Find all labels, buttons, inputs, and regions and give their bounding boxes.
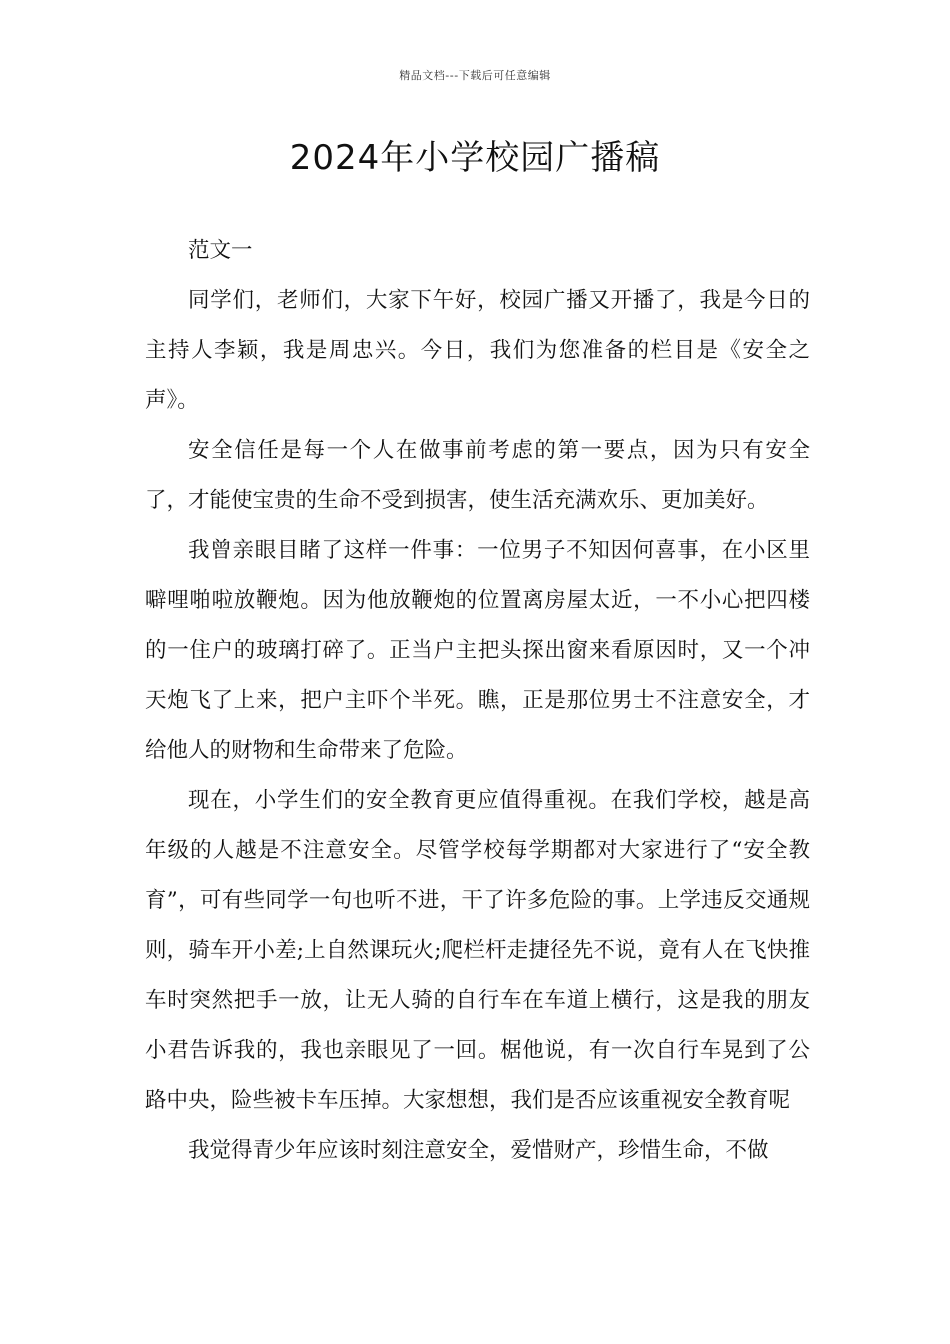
paragraph: 我觉得青少年应该时刻注意安全，爱惜财产，珍惜生命，不做 [188, 1138, 769, 1163]
document-title: 2024年小学校园广播稿 [289, 138, 661, 178]
paragraph-section-label: 范文一 [188, 238, 253, 263]
document-body [145, 226, 810, 1176]
paragraph: 我曾亲眼目睹了这样一件事：一位男子不知因何喜事，在小区里噼哩啪啦放鞭炮。因为他放鞭炮的位置离房屋太近，一不小心把四楼的一住户的玻璃打碎了。正当户主把头探出窗来看原因时，又一个冲天炮飞了上来，把户主吓个半死。瞧，正是那位男士不注意安全，才给他人的财物和生命带来了危险。 [145, 538, 810, 763]
paragraph: 安全信任是每一个人在做事前考虑的第一要点，因为只有安全了，才能使宝贵的生命不受到损害，使生活充满欢乐、更加美好。 [145, 438, 810, 513]
paragraph: 同学们，老师们，大家下午好，校园广播又开播了，我是今日的主持人李颖，我是周忠兴。今日，我们为您准备的栏目是《安全之声》。 [145, 288, 810, 413]
paragraph: 现在，小学生们的安全教育更应值得重视。在我们学校，越是高年级的人越是不注意安全。尽管学校每学期都对大家进行了“安全教育”，可有些同学一句也听不进，干了许多危险的事。上学违反交通规则，骑车开小差;上自然课玩火;爬栏杆走捷径先不说，竟有人在飞快推车时突然把手一放，让无人骑的自行车在车道上横行，这是我的朋友小君告诉我的，我也亲眼见了一回。椐他说，有一次自行车晃到了公路中央，险些被卡车压掉。大家想想，我们是否应该重视安全教育呢 [145, 788, 810, 1113]
page-header-watermark: 精品文档---下载后可任意编辑 [399, 69, 551, 82]
